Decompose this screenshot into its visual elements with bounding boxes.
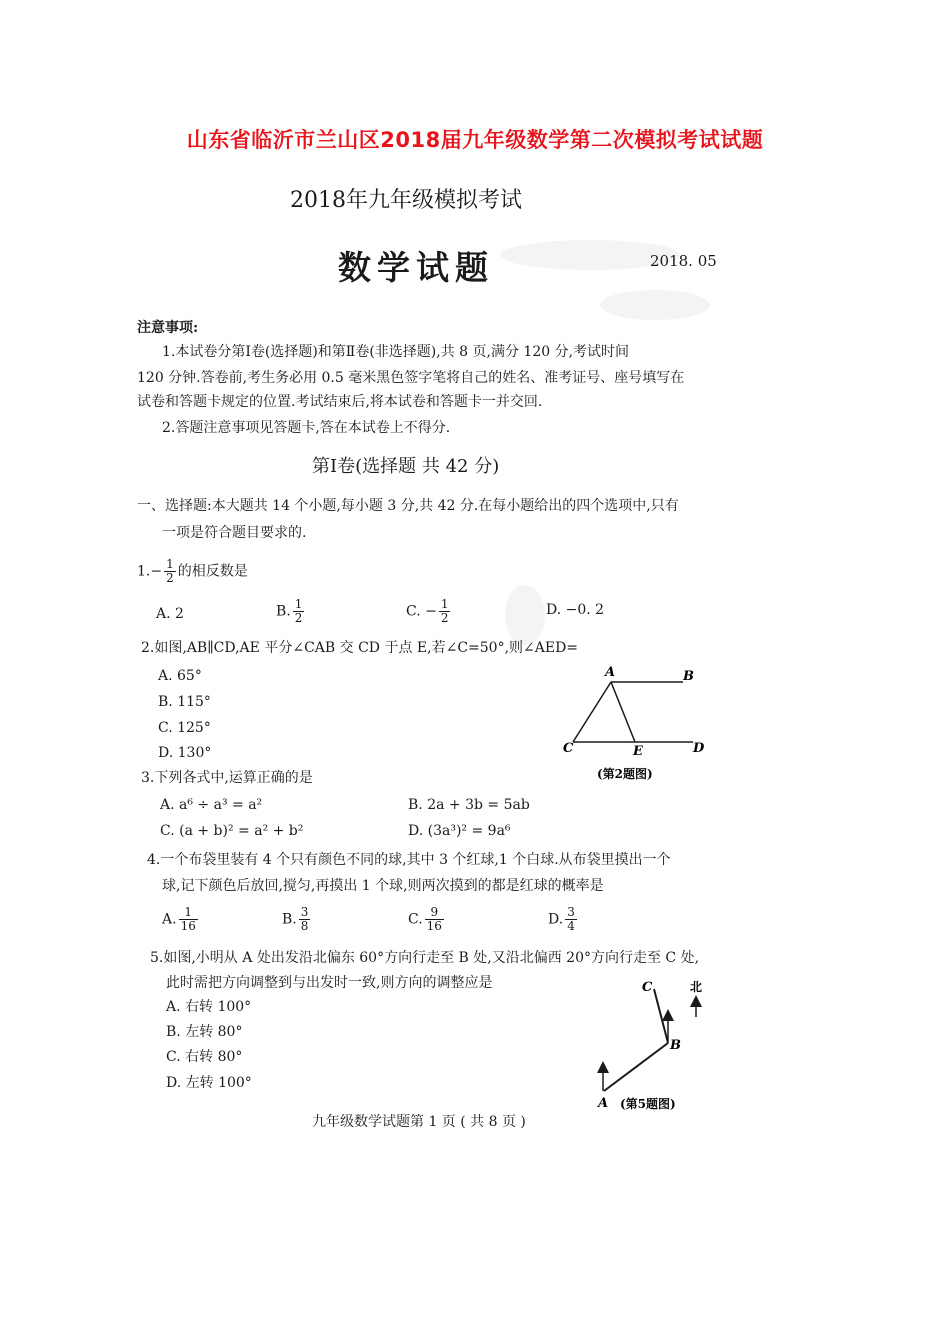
point-label-a: A bbox=[605, 665, 616, 680]
figure-caption: (第2题图) bbox=[597, 767, 653, 781]
section-title: 第Ⅰ卷(选择题 共 42 分) bbox=[312, 456, 500, 477]
fraction: $\frac{1}{16}$ bbox=[180, 905, 196, 933]
point-label-d: D bbox=[693, 741, 705, 756]
question-1-option-c: C. − $\frac{1}{2}$ bbox=[406, 597, 449, 625]
question-2-option-a: A. 65° bbox=[158, 668, 202, 684]
fraction: $\frac{9}{16}$ bbox=[426, 905, 442, 933]
notes-heading: 注意事项: bbox=[137, 320, 199, 336]
figure-question-5 bbox=[590, 975, 720, 1120]
point-label-a: A bbox=[598, 1096, 609, 1111]
question-2-option-c: C. 125° bbox=[158, 720, 211, 736]
question-1-option-d: D. −0. 2 bbox=[546, 602, 605, 618]
exam-date: 2018. 05 bbox=[650, 252, 717, 270]
question-3-option-a: A. a⁶ ÷ a³ = a² bbox=[160, 797, 263, 813]
question-4-stem: 球,记下颜色后放回,搅匀,再摸出 1 个球,则两次摸到的都是红球的概率是 bbox=[162, 878, 604, 894]
question-5-option-c: C. 右转 80° bbox=[166, 1049, 243, 1065]
question-1-option-a: A. 2 bbox=[156, 606, 184, 622]
question-4-option-d: D. $\frac{3}{4}$ bbox=[548, 905, 575, 933]
fraction: $\frac{1}{2}$ bbox=[440, 597, 449, 625]
notes-line: 试卷和答题卡规定的位置.考试结束后,将本试卷和答题卡一并交回. bbox=[137, 394, 543, 410]
page-footer: 九年级数学试题第 1 页 ( 共 8 页 ) bbox=[312, 1114, 526, 1130]
point-label-c: C bbox=[642, 980, 653, 995]
fraction: $\frac{1}{2}$ bbox=[294, 597, 303, 625]
point-label-e: E bbox=[633, 744, 643, 759]
question-5-option-d: D. 左转 100° bbox=[166, 1075, 252, 1091]
figure-question-2 bbox=[555, 660, 715, 785]
question-2-stem: 2.如图,AB∥CD,AE 平分∠CAB 交 CD 于点 E,若∠C=50°,则∠AED= bbox=[141, 640, 579, 656]
subject-title: 数学试题 bbox=[338, 248, 494, 287]
figure-caption: (第5题图) bbox=[620, 1097, 676, 1111]
question-5-option-b: B. 左转 80° bbox=[166, 1024, 243, 1040]
section-intro: 一、选择题:本大题共 14 个小题,每小题 3 分,共 42 分.在每小题给出的四个选项中,只有 bbox=[137, 498, 679, 514]
notes-line: 1.本试卷分第Ⅰ卷(选择题)和第Ⅱ卷(非选择题),共 8 页,满分 120 分,考试时间 bbox=[162, 344, 630, 360]
question-1-option-b: B. $\frac{1}{2}$ bbox=[276, 597, 303, 625]
fraction: $\frac{1}{2}$ bbox=[166, 557, 174, 585]
question-3-option-c: C. (a + b)² = a² + b² bbox=[160, 823, 304, 839]
question-4-stem: 4.一个布袋里装有 4 个只有颜色不同的球,其中 3 个红球,1 个白球.从布袋里摸出一个 bbox=[147, 852, 671, 868]
question-2-option-b: B. 115° bbox=[158, 694, 211, 710]
document-title: 山东省临沂市兰山区2018届九年级数学第二次模拟考试试题 bbox=[186, 128, 764, 152]
point-label-b: B bbox=[670, 1038, 681, 1053]
question-2-option-d: D. 130° bbox=[158, 745, 212, 761]
question-3-option-b: B. 2a + 3b = 5ab bbox=[408, 797, 530, 813]
exam-title: 2018年九年级模拟考试 bbox=[290, 188, 522, 213]
question-3-stem: 3.下列各式中,运算正确的是 bbox=[141, 770, 313, 786]
point-label-b: B bbox=[683, 669, 694, 684]
notes-line: 120 分钟.答卷前,考生务必用 0.5 毫米黑色签字笔将自己的姓名、准考证号、座号填写在 bbox=[137, 370, 685, 386]
fraction: $\frac{3}{8}$ bbox=[300, 905, 309, 933]
question-4-option-a: A. $\frac{1}{16}$ bbox=[162, 905, 196, 933]
scan-smudge bbox=[600, 290, 710, 320]
question-5-stem: 5.如图,小明从 A 处出发沿北偏东 60°方向行走至 B 处,又沿北偏西 20°方向行走至 C 处, bbox=[150, 950, 700, 966]
question-5-stem: 此时需把方向调整到与出发时一致,则方向的调整应是 bbox=[166, 975, 493, 991]
scan-smudge bbox=[505, 585, 545, 645]
section-intro: 一项是符合题目要求的. bbox=[162, 525, 307, 541]
fraction: $\frac{3}{4}$ bbox=[567, 905, 575, 933]
question-4-option-c: C. $\frac{9}{16}$ bbox=[408, 905, 442, 933]
north-label: 北 bbox=[690, 980, 703, 994]
notes-line: 2.答题注意事项见答题卡,答在本试卷上不得分. bbox=[162, 420, 451, 436]
question-5-option-a: A. 右转 100° bbox=[166, 999, 252, 1015]
question-4-option-b: B. $\frac{3}{8}$ bbox=[282, 905, 309, 933]
question-3-option-d: D. (3a³)² = 9a⁶ bbox=[408, 823, 511, 839]
question-1-stem: 1.− $\frac{1}{2}$ 的相反数是 bbox=[137, 557, 248, 585]
point-label-c: C bbox=[563, 741, 574, 756]
